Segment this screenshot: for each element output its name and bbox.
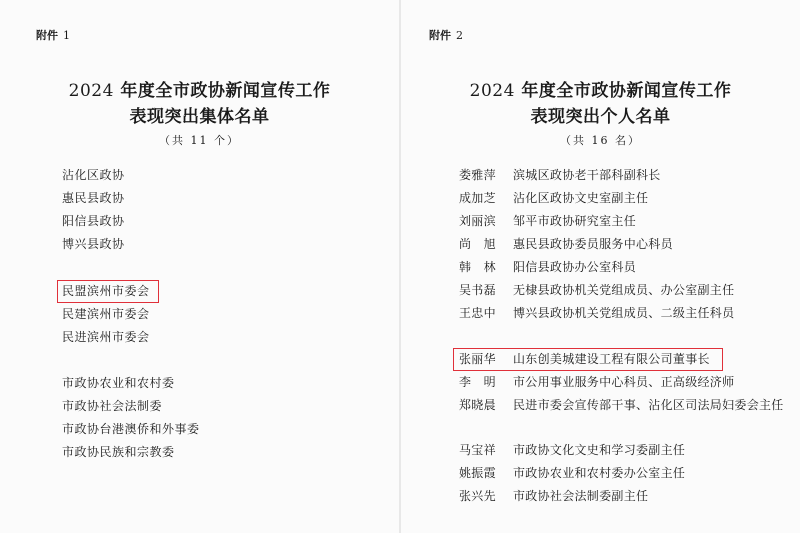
person-row — [459, 259, 636, 275]
person-row — [459, 374, 734, 390]
list-item: 阳信县政协 — [62, 214, 125, 228]
person-name: 李 明 — [459, 375, 496, 389]
person-row — [459, 282, 734, 298]
attachment-2-page — [401, 0, 800, 533]
person-row — [459, 397, 784, 413]
person-row — [459, 465, 685, 481]
document-title-line1: 2024 年度全市政协新闻宣传工作 — [68, 81, 331, 101]
person-name: 成加芝 — [459, 191, 496, 205]
person-position: 无棣县政协机关党组成员、办公室副主任 — [513, 283, 735, 297]
person-position: 博兴县政协机关党组成员、二级主任科员 — [513, 306, 735, 320]
person-row — [459, 488, 648, 504]
attachment-1-page — [0, 0, 399, 533]
person-row — [459, 190, 648, 206]
person-row — [459, 305, 734, 321]
person-position: 市公用事业服务中心科员、正高级经济师 — [513, 375, 735, 389]
person-position: 滨城区政协老干部科副科长 — [513, 168, 661, 182]
person-row — [459, 442, 685, 458]
person-position: 市政协文化文史和学习委副主任 — [513, 443, 686, 457]
list-item: 市政协社会法制委 — [62, 399, 163, 413]
list-item: 民建滨州市委会 — [62, 307, 150, 321]
person-name: 尚 旭 — [459, 237, 496, 251]
person-position: 市政协农业和农村委办公室主任 — [513, 466, 686, 480]
list-item-highlighted: 民盟滨州市委会 — [62, 284, 150, 298]
person-name: 吴书磊 — [459, 283, 496, 297]
list-item: 市政协民族和宗教委 — [62, 445, 175, 459]
document-title-line1: 2024 年度全市政协新闻宣传工作 — [469, 81, 732, 101]
list-item: 惠民县政协 — [62, 191, 125, 205]
person-position: 沾化区政协文史室副主任 — [513, 191, 649, 205]
person-position: 山东创美城建设工程有限公司董事长 — [513, 352, 710, 366]
person-position: 邹平市政协研究室主任 — [513, 214, 637, 228]
attachment-label: 附件 2 — [429, 29, 463, 42]
person-name: 姚振霞 — [459, 466, 496, 480]
person-position: 市政协社会法制委副主任 — [513, 489, 649, 503]
person-row-highlighted — [459, 351, 710, 367]
person-name: 娄雅萍 — [459, 168, 496, 182]
list-item: 沾化区政协 — [62, 168, 125, 182]
person-position: 惠民县政协委员服务中心科员 — [513, 237, 673, 251]
person-row — [459, 167, 661, 183]
person-name: 张丽华 — [459, 352, 496, 366]
person-name: 马宝祥 — [459, 443, 496, 457]
document-title-line2: 表现突出个人名单 — [530, 107, 671, 127]
person-name: 郑晓晨 — [459, 398, 496, 412]
list-item: 博兴县政协 — [62, 237, 125, 251]
person-name: 韩 林 — [459, 260, 496, 274]
person-row — [459, 213, 636, 229]
person-name: 张兴先 — [459, 489, 496, 503]
person-position: 民进市委会宣传部干事、沾化区司法局妇委会主任 — [513, 398, 784, 412]
count-note: （共 16 名） — [560, 134, 641, 147]
list-item: 市政协台港澳侨和外事委 — [62, 422, 200, 436]
count-note: （共 11 个） — [159, 134, 240, 147]
attachment-label: 附件 1 — [36, 29, 70, 42]
person-position: 阳信县政协办公室科员 — [513, 260, 637, 274]
person-row — [459, 236, 673, 252]
document-title-line2: 表现突出集体名单 — [129, 107, 270, 127]
person-name: 刘丽滨 — [459, 214, 496, 228]
person-name: 王忠中 — [459, 306, 496, 320]
list-item: 民进滨州市委会 — [62, 330, 150, 344]
list-item: 市政协农业和农村委 — [62, 376, 175, 390]
